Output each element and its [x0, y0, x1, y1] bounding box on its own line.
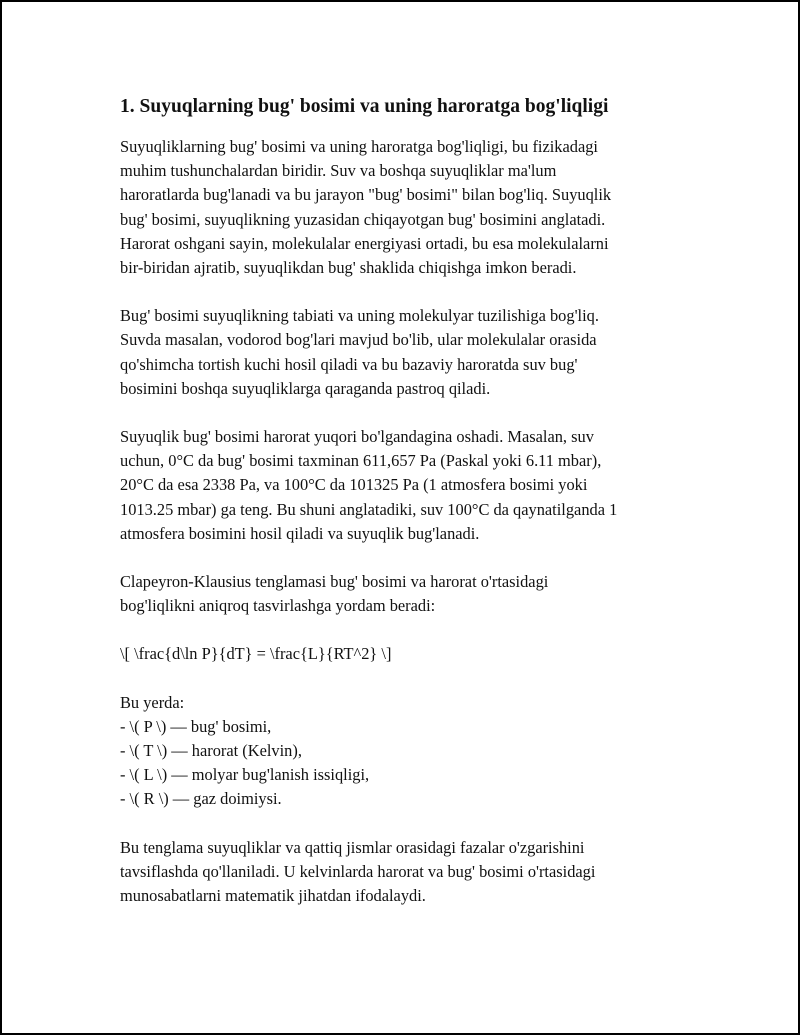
definitions-list: [120, 691, 690, 812]
page-title: 1. Suyuqlarning bug' bosimi va uning haroratga bog'liqligi: [120, 96, 609, 117]
paragraph-molecular: Bug' bosimi suyuqlikning tabiati va uning molekulyar tuzilishiga bog'liq. Suvda masalan, vodorod bog'lari mavjud bo'lib, ular molekulalar orasida qo'shimcha tortish kuchi hosil qiladi va bu bazaviy haroratda suv bug' bosimini boshqa suyuqliklarga qaraganda pastroq qiladi.: [120, 306, 599, 398]
definition-item: - \( P \) — bug' bosimi,: [120, 716, 272, 736]
definition-item: - \( L \) — molyar bug'lanish issiqligi,: [120, 765, 370, 785]
definition-item: - \( R \) — gaz doimiysi.: [120, 789, 282, 809]
definitions-intro: Bu yerda:: [120, 692, 185, 712]
paragraph-temperature: Suyuqlik bug' bosimi harorat yuqori bo'lgandagina oshadi. Masalan, suv uchun, 0°C da bug' bosimi taxminan 611,657 Pa (Paskal yoki 6.11 mbar), 20°C da esa 2338 Pa, va 100°C da 101325 Pa (1 atmosfera bosimi yoki 1013.25 mbar) ga teng. Bu shuni anglatadiki, suv 100°C da qaynatilganda 1 atmosfera bosimini hosil qiladi va suyuqlik bug'lanadi.: [120, 427, 618, 543]
paragraph-clapeyron: Clapeyron-Klausius tenglamasi bug' bosimi va harorat o'rtasidagi bog'liqlikni aniqroq tasvirlashga yordam beradi:: [120, 572, 549, 616]
formula: \[ \frac{d\ln P}{dT} = \frac{L}{RT^2} \]: [120, 644, 392, 664]
definition-item: - \( T \) — harorat (Kelvin),: [120, 741, 302, 761]
document-body: [120, 94, 690, 932]
paragraph-closing: Bu tenglama suyuqliklar va qattiq jismlar orasidagi fazalar o'zgarishini tavsiflashda qo'llaniladi. U kelvinlarda harorat va bug' bosimi o'rtasidagi munosabatlarni matematik jihatdan ifodalaydi.: [120, 837, 596, 906]
paragraph-intro: Suyuqliklarning bug' bosimi va uning haroratga bog'liqligi, bu fizikadagi muhim tushunchalardan biridir. Suv va boshqa suyuqliklar ma'lum haroratlarda bug'lanadi va bu jarayon "bug' bosimi" bilan bog'liq. Suyuqlik bug' bosimi, suyuqlikning yuzasidan chiqayotgan bug' bosimini anglatadi. Harorat oshgani sayin, molekulalar energiyasi ortadi, bu esa molekulalarni bir-biridan ajratib, suyuqlikdan bug' shaklida chiqishga imkon beradi.: [120, 137, 612, 278]
